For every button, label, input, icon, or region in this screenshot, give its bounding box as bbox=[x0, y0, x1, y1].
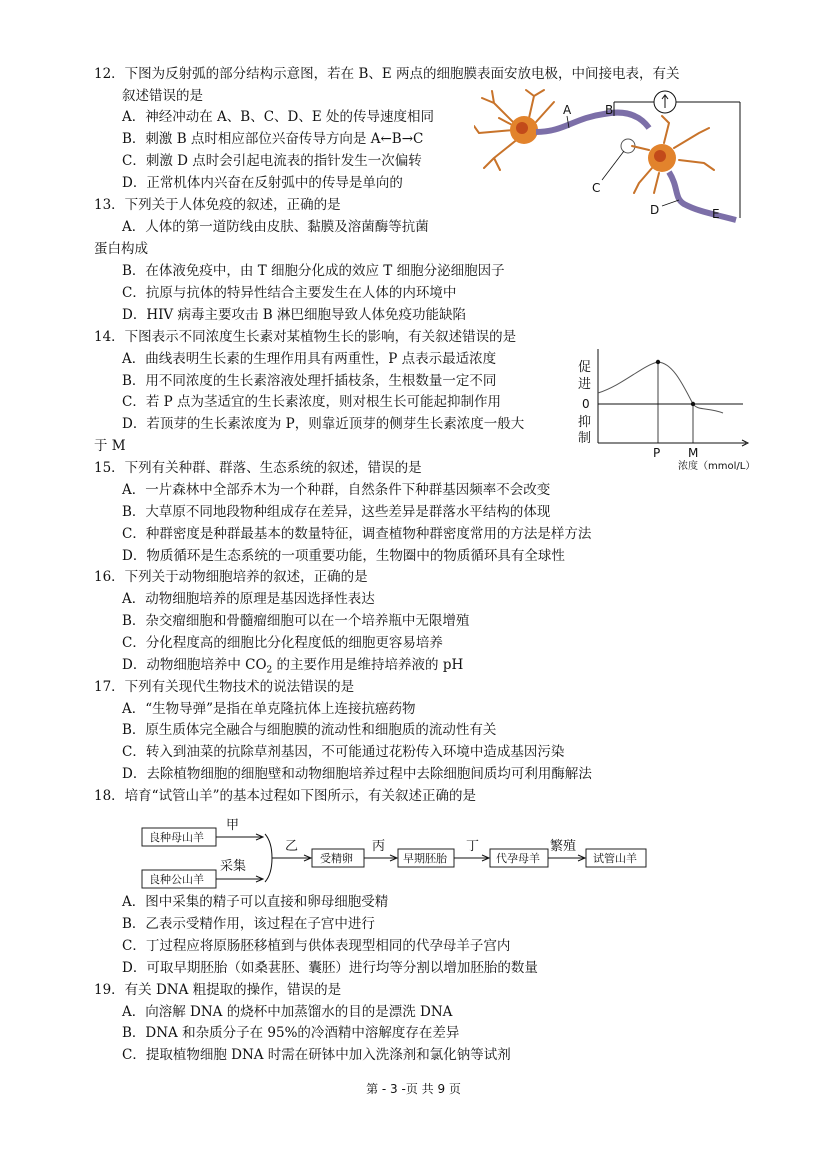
q15-option-c: C．种群密度是种群最基本的数量特征，调查植物种群密度常用的方法是样方法 bbox=[122, 526, 592, 542]
q16-option-d-pre: D．动物细胞培养中 CO bbox=[122, 657, 267, 673]
box-surrogate-label: 代孕母羊 bbox=[496, 852, 540, 865]
q12-option-c: C．刺激 D 点时会引起电流表的指针发生一次偏转 bbox=[122, 153, 422, 169]
box-male-goat-label: 良种公山羊 bbox=[149, 873, 204, 886]
y-label-promote-2: 进 bbox=[578, 377, 592, 392]
lower-axon bbox=[669, 172, 736, 220]
q19-option-a: A．向溶解 DNA 的烧杯中加蒸馏水的目的是漂洗 DNA bbox=[122, 1004, 453, 1020]
q13-option-b: B．在体液免疫中，由 T 细胞分化成的效应 T 细胞分泌细胞因子 bbox=[122, 263, 505, 279]
page-footer: 第 - 3 -页 共 9 页 bbox=[366, 1082, 461, 1096]
q14-option-d: D．若顶芽的生长素浓度为 P，则靠近顶芽的侧芽生长素浓度一般大 bbox=[122, 416, 525, 432]
auxin-curve-figure bbox=[568, 345, 768, 470]
q18-option-d: D．可取早期胚胎（如桑葚胚、囊胚）进行均等分割以增加胚胎的数量 bbox=[122, 960, 538, 976]
label-d: D bbox=[650, 203, 660, 217]
q14-option-b: B．用不同浓度的生长素溶液处理扦插枝条，生根数量一定不同 bbox=[122, 373, 497, 389]
q18-stem: 18．培育“试管山羊”的基本过程如下图所示，有关叙述正确的是 bbox=[94, 788, 476, 804]
x-axis-label: 浓度（mmol/L） bbox=[678, 461, 756, 470]
q16-option-d-post: 的主要作用是维持培养液的 pH bbox=[272, 657, 464, 673]
q12-stem-line2: 叙述错误的是 bbox=[122, 88, 203, 104]
label-b: B bbox=[605, 103, 614, 117]
axon bbox=[536, 113, 649, 132]
arrow-label-fanzhi: 繁殖 bbox=[550, 839, 577, 854]
ivf-flow-diagram bbox=[140, 812, 680, 892]
q18-option-b: B．乙表示受精作用，该过程在子宫中进行 bbox=[122, 916, 375, 932]
x-tick-m: M bbox=[688, 446, 699, 460]
q19-option-b: B．DNA 和杂质分子在 95%的冷酒精中溶解度存在差异 bbox=[122, 1025, 460, 1041]
q18-option-c: C．丁过程应将原肠胚移植到与供体表现型相同的代孕母羊子宫内 bbox=[122, 938, 511, 954]
q17-option-d: D．去除植物细胞的细胞壁和动物细胞培养过程中去除细胞间质均可利用酶解法 bbox=[122, 766, 592, 782]
q16-option-a: A．动物细胞培养的原理是基因选择性表达 bbox=[122, 591, 375, 607]
q14-option-a: A．曲线表明生长素的生理作用具有两重性，P 点表示最适浓度 bbox=[122, 351, 497, 367]
label-a: A bbox=[563, 103, 572, 117]
q12-stem-line1: 12．下图为反射弧的部分结构示意图，若在 B、E 两点的细胞膜表面安放电极，中间接电表，有关 bbox=[94, 66, 680, 82]
q14-stem: 14．下图表示不同浓度生长素对某植物生长的影响，有关叙述错误的是 bbox=[94, 329, 517, 345]
arrow-label-bing: 丙 bbox=[372, 839, 386, 854]
label-c: C bbox=[592, 181, 601, 195]
arrow-label-ding: 丁 bbox=[466, 839, 480, 854]
q14-option-d-cont: 于 M bbox=[94, 438, 126, 454]
q17-option-b: B．原生质体完全融合与细胞膜的流动性和细胞质的流动性有关 bbox=[122, 722, 497, 738]
q16-option-c: C．分化程度高的细胞比分化程度低的细胞更容易培养 bbox=[122, 635, 443, 651]
q18-option-a: A．图中采集的精子可以直接和卵母细胞受精 bbox=[122, 894, 389, 910]
q13-option-d: D．HIV 病毒主要攻击 B 淋巴细胞导致人体免疫功能缺陷 bbox=[122, 307, 466, 323]
q13-stem: 13．下列关于人体免疫的叙述，正确的是 bbox=[94, 197, 341, 213]
arrow-label-jia: 甲 bbox=[226, 818, 240, 833]
q12-option-b: B．刺激 B 点时相应部位兴奋传导方向是 A←B→C bbox=[122, 131, 424, 147]
q12-option-a: A．神经冲动在 A、B、C、D、E 处的传导速度相同 bbox=[122, 109, 435, 125]
q15-option-a: A．一片森林中全部乔木为一个种群，自然条件下种群基因频率不会改变 bbox=[122, 482, 551, 498]
q19-option-c: C．提取植物细胞 DNA 时需在研钵中加入洗涤剂和氯化钠等试剂 bbox=[122, 1047, 511, 1063]
box-zygote-label: 受精卵 bbox=[320, 852, 353, 865]
y-label-promote-1: 促 bbox=[578, 360, 592, 375]
arrow-label-yi: 乙 bbox=[285, 839, 299, 854]
q17-option-c: C．转入到油菜的抗除草剂基因，不可能通过花粉传入环境中造成基因污染 bbox=[122, 744, 565, 760]
box-female-goat-label: 良种母山羊 bbox=[149, 831, 204, 844]
arrow-label-caiji: 采集 bbox=[220, 859, 247, 874]
q13-option-a: A．人体的第一道防线由皮肤、黏膜及溶菌酶等抗菌 bbox=[122, 219, 429, 235]
box-early-embryo-label: 早期胚胎 bbox=[403, 852, 447, 865]
q16-option-d-sub: 2 bbox=[266, 665, 273, 676]
q16-option-b: B．杂交瘤细胞和骨髓瘤细胞可以在一个培养瓶中无限增殖 bbox=[122, 613, 470, 629]
q14-option-c: C．若 P 点为茎适宜的生长素浓度，则对根生长可能起抑制作用 bbox=[122, 394, 501, 410]
q15-option-d: D．物质循环是生态系统的一项重要功能，生物圈中的物质循环具有全球性 bbox=[122, 548, 565, 564]
y-label-inhibit-2: 制 bbox=[578, 431, 592, 446]
y-label-inhibit-1: 抑 bbox=[578, 415, 592, 430]
label-e: E bbox=[712, 207, 720, 221]
q12-option-d: D．正常机体内兴奋在反射弧中的传导是单向的 bbox=[122, 175, 403, 191]
q13-option-a-cont: 蛋白构成 bbox=[94, 241, 148, 257]
q19-stem: 19．有关 DNA 粗提取的操作，错误的是 bbox=[94, 982, 342, 998]
q16-stem: 16．下列关于动物细胞培养的叙述，正确的是 bbox=[94, 569, 368, 585]
box-result-label: 试管山羊 bbox=[593, 852, 637, 865]
q15-option-b: B．大草原不同地段物种组成存在差异，这些差异是群落水平结构的体现 bbox=[122, 504, 551, 520]
x-tick-p: P bbox=[653, 446, 661, 460]
q13-option-c: C．抗原与抗体的特异性结合主要发生在人体的内环境中 bbox=[122, 285, 457, 301]
y-tick-zero: 0 bbox=[582, 397, 590, 411]
q17-option-a: A．“生物导弹”是指在单克隆抗体上连接抗癌药物 bbox=[122, 701, 416, 717]
reflex-arc-figure bbox=[474, 88, 754, 228]
q15-stem: 15．下列有关种群、群落、生态系统的叙述，错误的是 bbox=[94, 460, 422, 476]
q17-stem: 17．下列有关现代生物技术的说法错误的是 bbox=[94, 679, 355, 695]
